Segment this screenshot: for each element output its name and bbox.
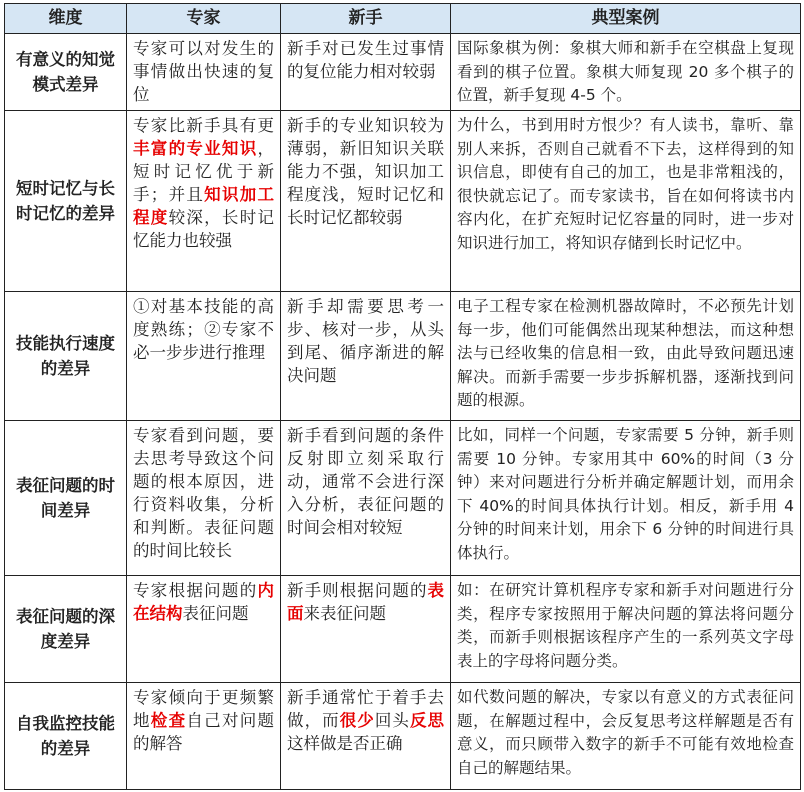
highlighted-text: 内在结构: [133, 581, 274, 623]
expert-cell: [127, 576, 281, 683]
table-row: [5, 111, 801, 292]
cell-text: 专家比新手具有更: [133, 116, 274, 135]
cell-text: 专家看到问题，要去思考导致这个问题的根本原因，进行资料收集，分析和判断。表征问题的时间比较长: [133, 426, 274, 560]
highlighted-text: 知识加工程度: [133, 185, 275, 227]
novice-cell: [281, 34, 451, 111]
highlighted-text: 很少: [339, 711, 375, 730]
cell-text: 这样做是否正确: [287, 734, 403, 753]
header-novice: 新手: [281, 4, 451, 34]
cell-text: 新手对已发生过事情的复位能力相对较弱: [287, 39, 444, 81]
cell-text: 专家倾向于更频繁地: [133, 688, 274, 730]
dimension-cell: 表征问题的时间差异: [5, 421, 127, 576]
novice-cell: [281, 421, 451, 576]
table-row: [5, 34, 801, 111]
cell-text: 新手看到问题的条件反射即立刻采取行动，通常不会进行深入分析，表征问题的时间会相对较短: [287, 426, 444, 537]
dimension-cell: 自我监控技能的差异: [5, 683, 127, 790]
novice-cell: [281, 576, 451, 683]
cell-text: ，短时记忆优于新手；并且: [133, 139, 274, 204]
comparison-table: [4, 3, 801, 790]
expert-cell: [127, 111, 281, 292]
case-cell: 电子工程专家在检测机器故障时，不必预先计划每一步，他们可能偶然出现某种想法，而这种想法与已经收集的信息相一致，由此导致问题迅速解决。而新手需要一步步拆解机器，逐渐找到问题的根源。: [451, 292, 801, 421]
novice-cell: [281, 683, 451, 790]
dimension-cell: 有意义的知觉模式差异: [5, 34, 127, 111]
header-expert: 专家: [127, 4, 281, 34]
highlighted-text: 表面: [287, 581, 444, 623]
expert-cell: [127, 421, 281, 576]
header-case: 典型案例: [451, 4, 801, 34]
highlighted-text: 丰富的专业知识: [133, 139, 258, 158]
cell-text: 新手则根据问题的: [287, 581, 428, 600]
expert-cell: [127, 292, 281, 421]
expert-cell: [127, 683, 281, 790]
header-row: [5, 4, 801, 34]
case-cell: 比如，同样一个问题，专家需要 5 分钟，新手则需要 10 分钟。专家用其中 60%的时间（3 分钟）来对问题进行分析并确定解题计划，而用余下 40%的时间具体执行计划。相反，新手用 4 分钟的时间来计划，用余下 6 分钟的时间进行具体执行。: [451, 421, 801, 576]
table-row: [5, 683, 801, 790]
cell-text: 回头: [374, 711, 410, 730]
case-cell: 国际象棋为例：象棋大师和新手在空棋盘上复现看到的棋子位置。象棋大师复现 20 多个棋子的位置，新手复现 4-5 个。: [451, 34, 801, 111]
cell-text: 专家根据问题的: [133, 581, 258, 600]
cell-text: 新手通常忙于着手去做，而: [287, 688, 444, 730]
case-cell: 为什么，书到用时方恨少？有人读书，靠听、靠别人来拆，否则自己就看不下去，这样得到的知识信息，即使有自己的加工，也是非常粗浅的，很快就忘记了。而专家读书，旨在如何将读书内容内化，在扩充短时记忆容量的同时，进一步对知识进行加工，将知识存储到长时记忆中。: [451, 111, 801, 292]
cell-text: 来表征问题: [303, 604, 386, 623]
cell-text: 新手的专业知识较为薄弱，新旧知识关联能力不强，知识加工程度浅，短时记忆和长时记忆都较弱: [287, 116, 444, 227]
cell-text: 自己对问题的解答: [133, 711, 275, 753]
cell-text: 表征问题: [182, 604, 249, 623]
header-dimension: 维度: [5, 4, 127, 34]
cell-text: 新手却需要思考一步、核对一步，从头到尾、循序渐进的解决问题: [287, 297, 444, 385]
dimension-cell: 表征问题的深度差异: [5, 576, 127, 683]
table-row: [5, 292, 801, 421]
case-cell: 如：在研究计算机程序专家和新手对问题进行分类，程序专家按照用于解决问题的算法将问题分类，而新手则根据该程序产生的一系列英文字母表上的字母将问题分类。: [451, 576, 801, 683]
highlighted-text: 检查: [150, 711, 187, 730]
highlighted-text: 反思: [409, 711, 444, 730]
table-row: [5, 576, 801, 683]
dimension-cell: 短时记忆与长时记忆的差异: [5, 111, 127, 292]
cell-text: ①对基本技能的高度熟练；②专家不必一步步进行推理: [133, 297, 274, 362]
table-row: [5, 421, 801, 576]
cell-text: 较深，长时记忆能力也较强: [133, 208, 275, 250]
novice-cell: [281, 292, 451, 421]
expert-cell: [127, 34, 281, 111]
case-cell: 如代数问题的解决，专家以有意义的方式表征问题，在解题过程中，会反复思考这样解题是否有意义，而只顾带入数字的新手不可能有效地检查自己的解题结果。: [451, 683, 801, 790]
novice-cell: [281, 111, 451, 292]
cell-text: 专家可以对发生的事情做出快速的复位: [133, 39, 274, 104]
dimension-cell: 技能执行速度的差异: [5, 292, 127, 421]
